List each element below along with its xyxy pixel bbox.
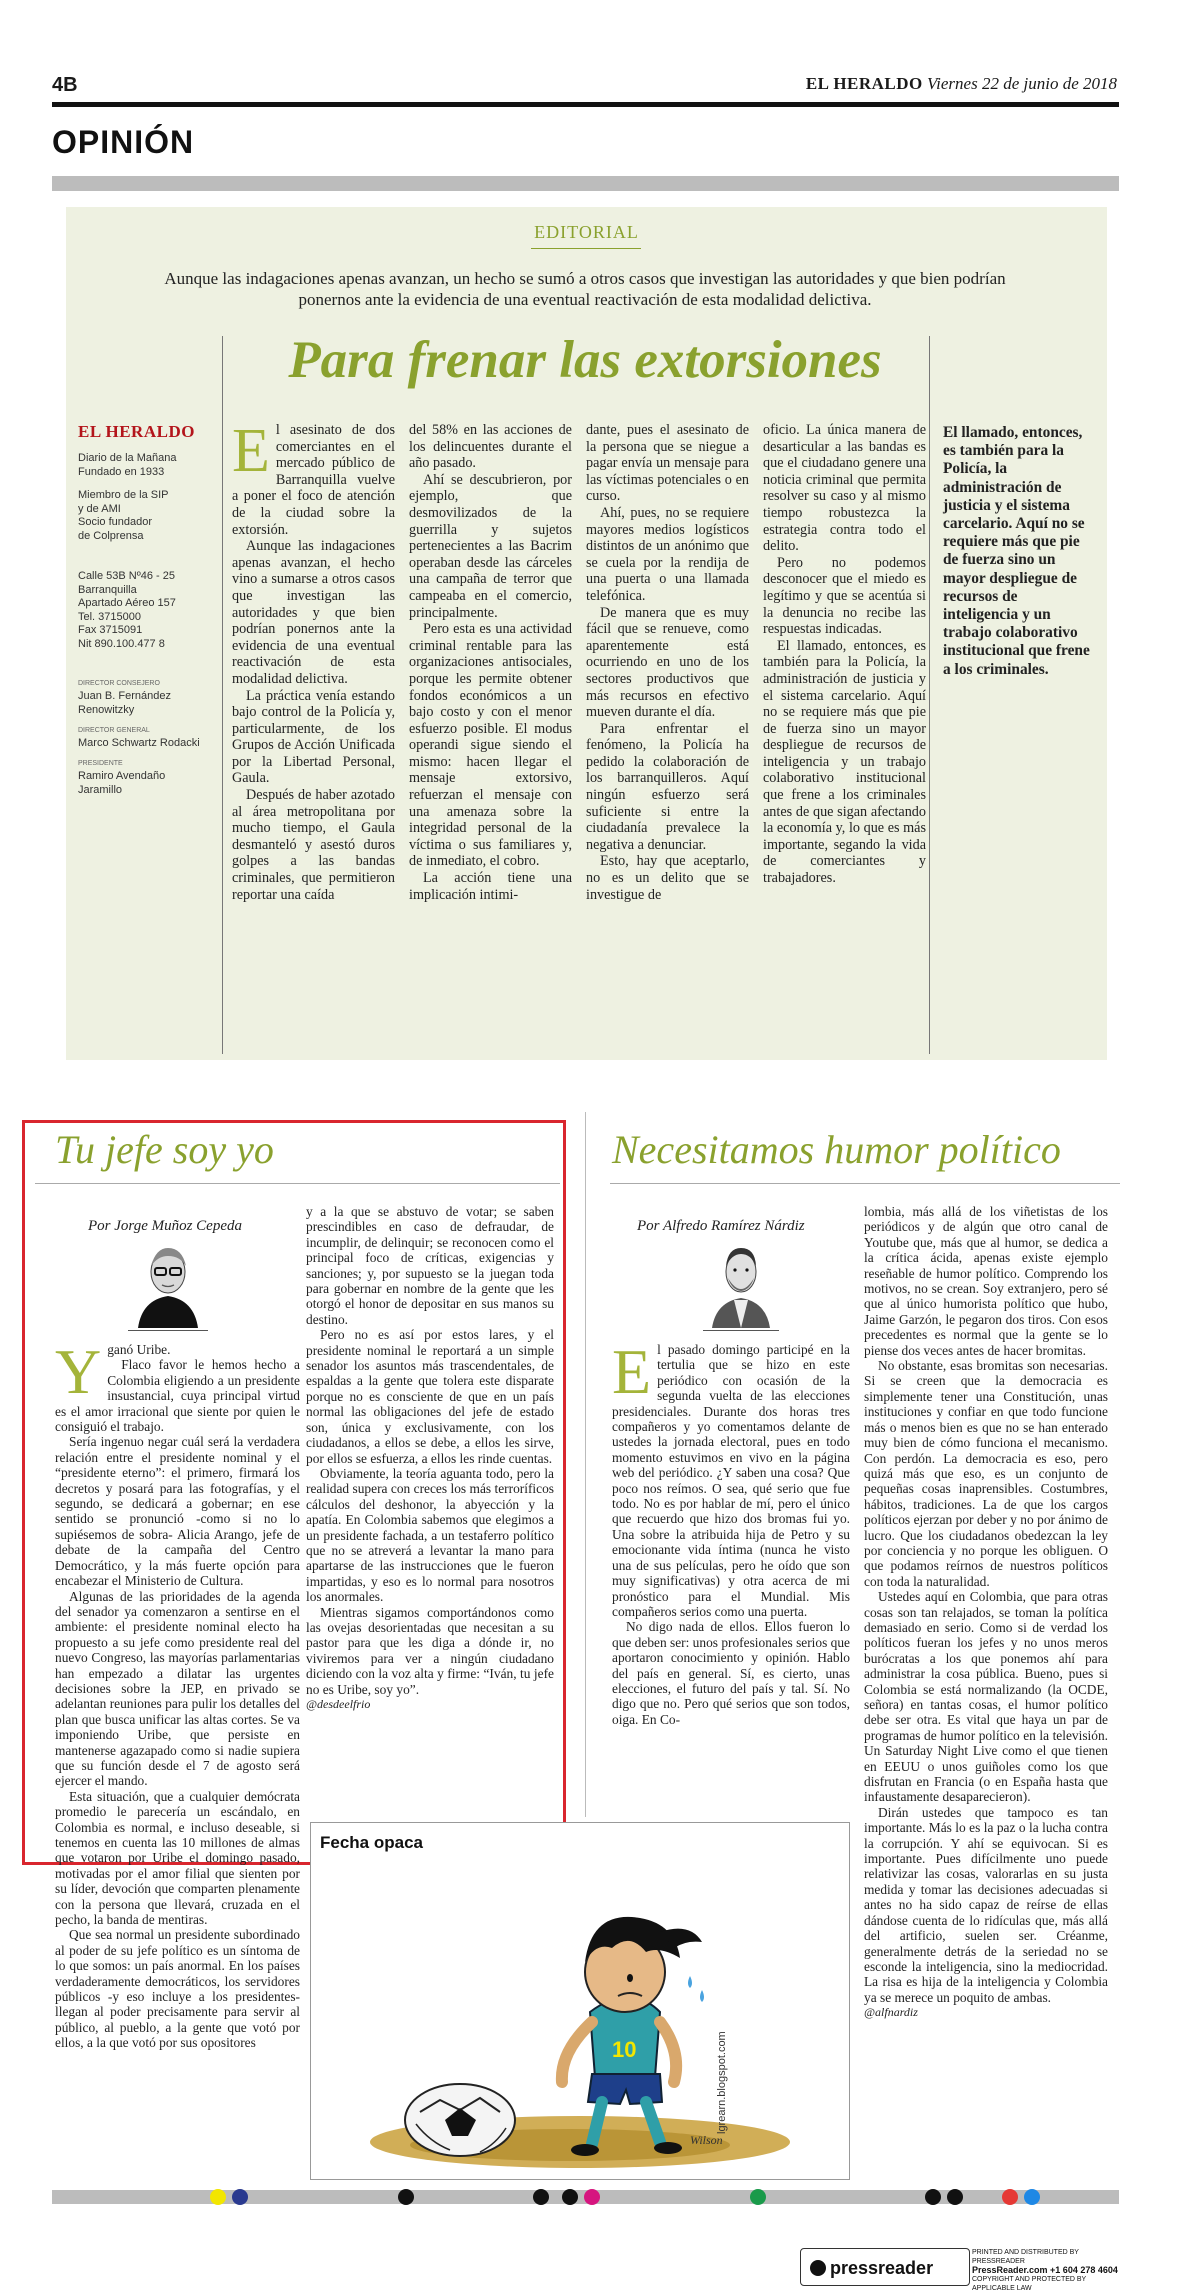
paragraph: Después de haber azotado al área metropolitana por mucho tiempo, el Gaula desmanteló y asestó duros golpes a las bandas criminales, que permitieron reportar una caída: [232, 787, 395, 903]
paragraph: Sería ingenuo negar cuál será la verdadera relación entre el presidente nominal y el “presidente eterno”: el primero, firmará los decretos y posará para las fotografías, y el segundo, se dedicará a gobernar; en ese sentido se pronunció -como si no lo supiésemos de sobra- Alicia Arango, jefe de debate de la campaña del Centro Democrático, y la más fuerte opción para encabezar el Ministerio de Cultura.: [55, 1434, 300, 1589]
paragraph: Pero esta es una actividad criminal rentable para las organizaciones antisociales, porque les permite obtener fondos económicos a un bajo costo y con el menor esfuerzo posible. El modus operandi sigue siendo el mismo: hacen llegar el mensaje extorsivo, refuerzan el mensaje con una amenaza sobre la integridad personal de la víctima o sus familiares y, de inmediato, el cobro.: [409, 621, 572, 870]
registration-dot: [232, 2189, 248, 2205]
dropcap: E: [232, 417, 270, 485]
masthead-paper-name: EL HERALDO: [805, 74, 923, 93]
author-handle: @desdeelfrio: [306, 1697, 371, 1711]
registration-dot: [210, 2189, 226, 2205]
staff-line: Socio fundador: [78, 516, 152, 528]
dropcap: Y: [55, 1336, 102, 1407]
registration-dot: [1002, 2189, 1018, 2205]
paragraph: La práctica venía estando bajo control de la Policía y, particularmente, de los Grupos de Acción Unificada por la Libertad Personal, Gaula.: [232, 687, 395, 787]
title-rule: [35, 1183, 560, 1184]
paragraph: dante, pues el asesinato de la persona que se niegue a pagar envía un mensaje para las víctimas potenciales o en curso.: [586, 422, 749, 505]
registration-dot: [398, 2189, 414, 2205]
staff-line: Diario de la Mañana: [78, 452, 177, 464]
opinion-column: [612, 1336, 850, 1812]
header-rule: [52, 102, 1119, 107]
author-handle: @alfnardiz: [864, 2005, 918, 2020]
byline: Por Alfredo Ramírez Nárdiz: [637, 1218, 805, 1234]
column-divider: [585, 1112, 586, 1817]
page-number: 4B: [52, 74, 78, 96]
cartoon-watermark: lgrearn.blogspot.com: [716, 2031, 728, 2134]
photo-rule: [128, 1330, 208, 1331]
staff-line: Fax 3715091: [78, 624, 143, 636]
registration-dot: [1024, 2189, 1040, 2205]
paragraph: Flaco favor le hemos hecho a Colombia eligiendo a un presidente insustancial, cuya principal virtud es el amor irracional que siente por quien le consiguió el trabajo.: [55, 1357, 300, 1435]
paragraph: Esto, hay que aceptarlo, no es un delito que se investigue de: [586, 853, 749, 903]
section-divider-bar: [52, 176, 1119, 191]
masthead: [806, 74, 1117, 94]
paragraph: Que sea normal un presidente subordinado al poder de su jefe político es un síntoma de lo que somos: un país anormal. En los países verdaderamente democráticos, los servidores públicos -y eso incluye a los presidentes- llegan al poder precisamente para servir al público, al pueblo, a la gente que votó por ellos, a la que votó por sus opositores: [55, 1927, 300, 2051]
registration-dot: [750, 2189, 766, 2205]
staff-membership: [78, 489, 208, 543]
photo-rule: [703, 1330, 779, 1331]
editorial-column-rule: [929, 336, 930, 1054]
paragraph: l pasado domingo participé en la tertulia que se hizo en este periódico con ocasión de la segunda vuelta de las elecciones presidenciales. Durante dos horas tres compañeros y yo comentamos delante de ustedes la jornada electoral, pues en todo momento estuvimos en vivo en la página web del periódico. ¿Y saben una cosa? Que poco nos reímos. O sea, qué serio que fue todo. No es por hablar de mí, pero el único que recuerdo que hizo dos bromas fui yo. Una sobre la atribuida hija de Petro y su emocionante vida íntima (nunca he visto una de sus películas, pero he oído que son muy significativas) y otra acerca de mi pronóstico para el Mundial. Mis compañeros serios como una puerta.: [612, 1342, 850, 1619]
editorial-column: [763, 422, 926, 1042]
staff-name: Juan B. Fernández Renowitzky: [78, 690, 171, 716]
kicker-underline: [531, 248, 641, 249]
masthead-date: Viernes 22 de junio de 2018: [927, 74, 1117, 93]
pressreader-notice: [972, 2248, 1122, 2293]
staff-line: Nit 890.100.477 8: [78, 637, 165, 650]
column-title: Necesitamos humor político: [612, 1127, 1061, 1172]
paragraph: lombia, más allá de los viñetistas de los periódicos y de algún que otro canal de Youtube que, más que al humor, se dedica a la crítica ácida, apenas existe ejemplo reseñable de humor político. Comprendo los motivos, no se crean. Soy extranjero, pero sé que al único humorista político que hubo, Jaime Garzón, le pegaron dos tiros. Con esos precedentes es normal que la gente se lo piense dos veces antes de hacer bromitas.: [864, 1204, 1108, 1358]
paragraph: del 58% en las acciones de los delincuentes durante el año pasado.: [409, 422, 572, 472]
staff-line: Calle 53B Nº46 - 25: [78, 570, 175, 582]
paragraph: La acción tiene una implicación intimi-: [409, 870, 572, 903]
dropcap: E: [612, 1336, 652, 1407]
staff-brand-logo: EL HERALDO: [78, 422, 195, 441]
staff-name: Ramiro Avendaño Jaramillo: [78, 770, 166, 796]
editorial-headline: Para frenar las extorsiones: [288, 331, 882, 389]
paragraph: Pero no podemos desconocer que el miedo es legítimo y que se acentúa si la denuncia no recibe las respuestas indicadas.: [763, 554, 926, 638]
paragraph: Mientras sigamos comportándonos como las ovejas desorientadas que necesitan a su pastor para que les diga a dónde ir, no viviremos para ver a ningún ciudadano diciendo con la voz alta y firme: “Iván, tu jefe no es Uribe, soy yo”.: [306, 1604, 554, 1697]
registration-dot: [562, 2189, 578, 2205]
paragraph: No digo nada de ellos. Ellos fueron lo que deben ser: unos profesionales serios que aportaron conocimiento y opinión. Hablo del país en general. Sí, es cierto, unas elecciones, el futuro del país y tal. Sí. No digo que no. Pero qué serios que son todos, oiga. En Co-: [612, 1619, 850, 1727]
opinion-column: [306, 1204, 554, 1804]
opinion-column: [55, 1336, 300, 2051]
title-rule: [610, 1183, 1120, 1184]
paragraph: El llamado, entonces, es también para la Policía, la administración de justicia y el sistema carcelario. Aquí no se requiere más que pie de fuerza sino un mayor despliegue de recursos de inteligencia y un trabajo colaborativo institucional que frene a los criminales antes de que sigan afectando la economía y, lo que es más importante, segando la vida de comerciantes y trabajadores.: [763, 637, 926, 887]
paragraph: Ahí, pues, no se requiere mayores medios logísticos distintos de un anónimo que se cuela por la rendija de una puerta o una llamada telefónica.: [586, 504, 749, 604]
registration-dot: [584, 2189, 600, 2205]
editorial-column: [232, 417, 395, 1042]
pressreader-icon: [810, 2260, 826, 2276]
registration-dot: [925, 2189, 941, 2205]
staff-name: Marco Schwartz Rodacki: [78, 737, 200, 749]
notice-line: PRINTED AND DISTRIBUTED BY PRESSREADER: [972, 2249, 1079, 2265]
registration-dot: [533, 2189, 549, 2205]
staff-role: DIRECTOR GENERAL: [78, 727, 150, 734]
staff-line: y de AMI: [78, 502, 121, 515]
cartoon-title: Fecha opaca: [320, 1833, 423, 1852]
paragraph: y a la que se abstuvo de votar; se saben prescindibles en caso de defraudar, de incumplir, de delinquir; se reconocen como el principal foco de críticas, exigencias y sanciones; y, por supuesto se la juegan toda para gobernar en nombre de la gente que les otorgó el honor de depositar en sus manos su destino.: [306, 1204, 554, 1327]
author-photo: [128, 1238, 208, 1328]
column-title: Tu jefe soy yo: [55, 1127, 274, 1172]
registration-dot: [947, 2189, 963, 2205]
paragraph: Aunque las indagaciones apenas avanzan, el hecho vino a sumarse a otros casos que investigan las autoridades y que bien podrían ponernos ante la evidencia de una eventual reactivación de esta modalidad delictiva.: [232, 538, 395, 687]
staff-line: Fundado en 1933: [78, 465, 165, 478]
notice-line: COPYRIGHT AND PROTECTED BY APPLICABLE LAW: [972, 2276, 1087, 2292]
paragraph: Algunas de las prioridades de la agenda del senador ya comenzaron a sentirse en el ambiente: el presidente nominal electo ha propuesto a su jefe como presidente real del nuevo Congreso, las mayorías parlamentarias han empezado a dilatar las urgentes decisiones sobre la JEP, en privado se adelantan reuniones para pulir los detalles del plan que busca unificar las altas cortes. Se va imponiendo Uribe, que persiste en mantenerse agazapado como si nadie supiera que su función desde el 7 de agosto será ejercer el mando.: [55, 1588, 300, 1789]
paragraph: ganó Uribe.: [107, 1342, 171, 1357]
paragraph: l asesinato de dos comerciantes en el mercado público de Barranquilla vuelve a poner el foco de atención de la ciudad sobre la extorsión.: [232, 422, 395, 538]
notice-line: PressReader.com +1 604 278 4604: [972, 2265, 1118, 2275]
pressreader-label: pressreader: [830, 2258, 934, 2278]
pull-quote: El llamado, entonces, es también para la Policía, la administración de justicia y el sistema carcelario. Aquí no se requiere más que pie de fuerza sino un mayor despliegue de recursos de inteligencia y un trabajo colaborativo institucional que frene a los criminales.: [943, 424, 1090, 678]
section-title: OPINIÓN: [52, 124, 195, 160]
editorial-kicker: EDITORIAL: [534, 222, 639, 242]
staff-line: Barranquilla: [78, 583, 137, 596]
paragraph: Obviamente, la teoría aguanta todo, pero la realidad supera con creces los más terroríficos cálculos del deshonor, la abyección y la apatía. En Colombia sabemos que elegimos a un presidente fachada, a un testaferro político que no se atreverá a levantar la mano para apartarse de las instrucciones que le fueron impartidas, y eso es lo normal para nosotros los anormales.: [306, 1465, 554, 1605]
staff-founded: [78, 452, 208, 479]
author-photo: [706, 1238, 776, 1328]
paragraph: Ustedes aquí en Colombia, que para otras cosas son tan relajados, se toman la política demasiado en serio. Como si de verdad los políticos fueran los jefes y no unos meros burócratas a los que ponemos ahí para administrar la cosa pública. Bueno, pues si Colombia se está normalizando (la OCDE, señora) en tantas cosas, el humor político debe ser otra. Es vital que haya un par de programas de humor político en la televisión. Un Saturday Night Live como el que tienen en EEUU o unos guiñoles como los que disfrutan en Francia (o en España hasta que infaustamente desaparecieron).: [864, 1589, 1108, 1805]
staff-line: de Colprensa: [78, 529, 144, 542]
paragraph: Dirán ustedes que tampoco es tan importante. Más lo es la paz o la lucha contra la corrupción. Y ahí se equivocan. Si es importante. Pues difícilmente uno puede relativizar las cosas, valorarlas en su justa medida y tomar las decisiones adecuadas si antes no ha sido capaz de reírse de ellas dándose cuenta de lo ridículas que, más allá del artificio, suelen ser. Créanme, generalmente detrás de la seriedad no se esconde la inteligencia, sino la mediocridad. La risa es hija de la inteligencia y Colombia ya se merece un poquito de ambas.: [864, 1804, 1108, 2005]
paragraph: Pero no es así por estos lares, y el presidente nominal le reportará a un simple senador los asuntos más trascendentales, de espaldas a la gente que tolera este disparate porque no es consciente de que en un país normal las obligaciones del jefe de estado son, única y exclusivamente, con los ciudadanos, a ellos se debe, a ellos les sirve, por ellos se esfuerza, a ellos les rinde cuentas.: [306, 1327, 554, 1466]
opinion-column: [864, 1204, 1108, 2184]
pressreader-logo: [810, 2258, 933, 2279]
paragraph: Ahí se descubrieron, por ejemplo, que desmovilizados de la guerrilla y sujetos pertenecientes a las Bacrim operaban desde las cárceles una campaña de terror que campeaba en el comercio, principalmente.: [409, 471, 572, 621]
staff-line: Tel. 3715000: [78, 610, 141, 623]
jersey-number: 10: [612, 2037, 637, 2062]
staff-line: Apartado Aéreo 157: [78, 597, 176, 609]
editorial-column: [409, 422, 572, 1042]
paragraph: Esta situación, que a cualquier demócrata promedio le parecería un escándalo, en Colombia es normal, e incluso deseable, si tenemos en cuenta las 10 millones de almas que votaron por Uribe el domingo pasado, motivadas por el amor filial que sienten por su líder, devoción que comparten plenamente con la persona que llevará, cruzada en el pecho, la banda de mentiras.: [55, 1788, 300, 1928]
staff-role: DIRECTOR CONSEJERO: [78, 680, 160, 687]
cartoonist-signature: Wilson: [690, 2133, 723, 2147]
paragraph: De manera que es muy fácil que se renueve, como aparentemente está ocurriendo en uno de los sectores productivos que más recursos en efectivo mueven durante el día.: [586, 604, 749, 721]
paragraph: oficio. La única manera de desarticular a las bandas es que el ciudadano genere una noticia criminal que permita resolver su caso y al mismo tiempo robustezca la estrategia contra todo el delito.: [763, 422, 926, 555]
editorial-column-rule: [222, 336, 223, 1054]
editorial-column: [586, 422, 749, 1042]
byline: Por Jorge Muñoz Cepeda: [88, 1218, 242, 1234]
paragraph: Para enfrentar el fenómeno, la Policía ha pedido la colaboración de los barranquilleros. Aquí ningún esfuerzo será suficiente si entre la ciudadanía prevalece la negativa a denunciar.: [586, 720, 749, 853]
staff-line: Miembro de la SIP: [78, 489, 169, 501]
cartoon-illustration: [330, 1862, 830, 2174]
editorial-deck: Aunque las indagaciones apenas avanzan, un hecho se sumó a otros casos que investigan las autoridades y que bien podrían ponernos ante la evidencia de una eventual reactivación de esta modalidad delictiva.: [164, 269, 1006, 309]
staff-role: PRESIDENTE: [78, 760, 123, 767]
staff-address: [78, 570, 208, 651]
paragraph: No obstante, esas bromitas son necesarias. Si se creen que la democracia es simplemente tener una Constitución, unas instituciones y confiar en que todo funcione más o menos bien es que no se han enterado muy bien de cómo funciona el mecanismo. Con perdón. La democracia es eso, pero quizá más que eso, es un conjunto de pequeñas cosas inaprensibles. Costumbres, hábitos, tradiciones. La de que los cargos políticos ejerzan por deber y no por ánimo de lucro. Que los ciudadanos obedezcan la ley por conciencia y no porque les obliguen. O que podamos reírnos de nuestros políticos con toda la naturalidad.: [864, 1358, 1108, 1589]
